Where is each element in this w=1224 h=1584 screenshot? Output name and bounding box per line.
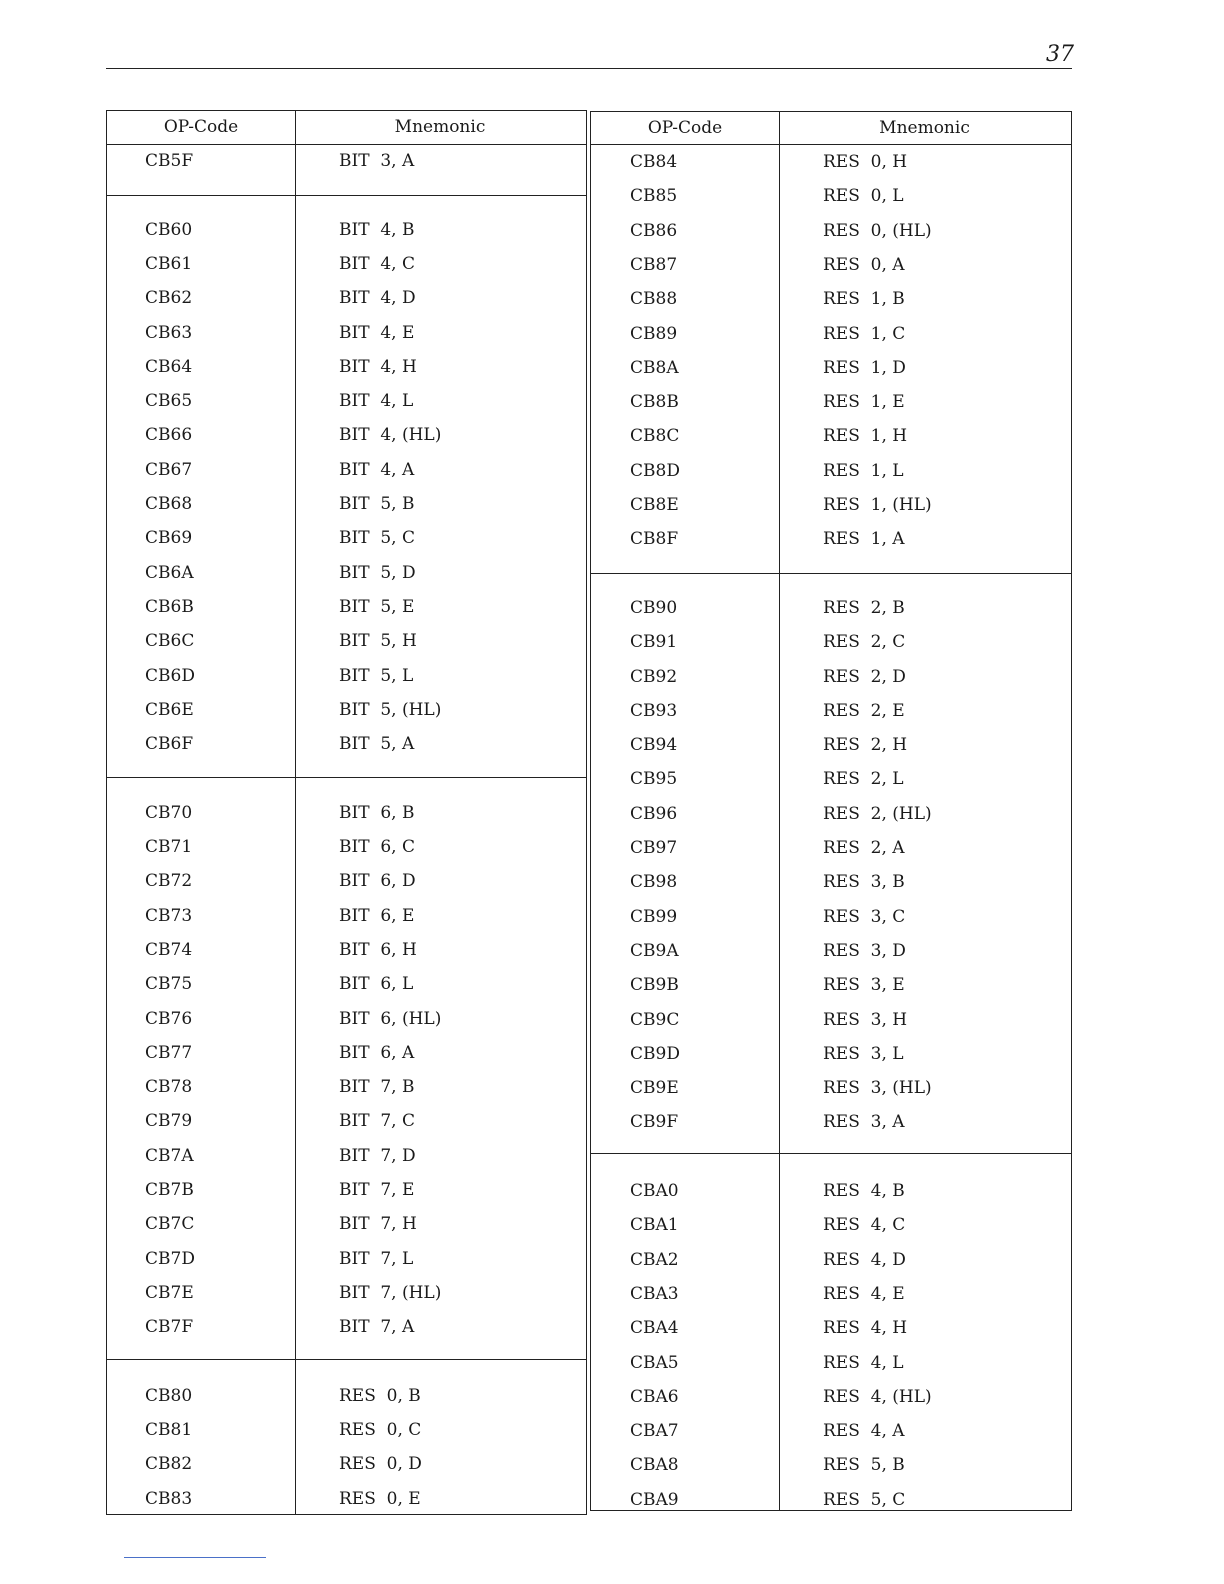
opcode-cell: CB82 [145,1454,193,1475]
opcode-cell: CB99 [630,906,678,927]
opcode-cell: CB93 [630,700,678,721]
opcode-cell: CB87 [630,254,678,275]
opcode-cell: CB83 [145,1488,193,1509]
opcode-cell: CB72 [145,871,193,892]
opcode-cell: CB9F [630,1112,679,1133]
mnemonic-cell: BIT 7, (HL) [339,1282,442,1303]
opcode-cell: CB81 [145,1420,193,1441]
group-separator [591,1153,1071,1154]
opcode-table-left [106,110,587,1515]
mnemonic-cell: RES 3, E [823,975,905,996]
mnemonic-cell: RES 3, L [823,1043,904,1064]
footnote-rule [124,1557,266,1558]
mnemonic-cell: BIT 5, (HL) [339,699,442,720]
mnemonic-column-header: Mnemonic [394,117,486,137]
group-separator [107,777,586,778]
opcode-cell: CB62 [145,288,193,309]
mnemonic-cell: RES 1, A [823,529,905,550]
mnemonic-cell: RES 1, (HL) [823,495,932,515]
opcode-cell: CBA5 [630,1352,679,1373]
opcode-cell: CB8A [630,357,679,378]
mnemonic-cell: BIT 4, A [339,459,415,480]
opcode-cell: CB7F [145,1317,194,1338]
mnemonic-cell: BIT 4, (HL) [339,425,442,446]
opcode-cell: CB71 [145,837,193,857]
mnemonic-cell: BIT 6, L [339,974,414,995]
mnemonic-cell: RES 4, E [823,1283,905,1304]
mnemonic-cell: BIT 5, H [339,631,417,652]
mnemonic-cell: RES 2, H [823,735,908,756]
mnemonic-cell: BIT 5, L [339,665,414,686]
mnemonic-cell: RES 4, H [823,1318,908,1339]
opcode-cell: CB6E [145,699,194,720]
opcode-cell: CBA4 [630,1318,679,1339]
column-separator [295,111,296,1514]
opcode-cell: CB8F [630,529,679,550]
mnemonic-cell: RES 1, H [823,426,908,447]
mnemonic-cell: BIT 5, C [339,528,415,549]
mnemonic-cell: RES 1, C [823,323,906,344]
mnemonic-cell: RES 0, (HL) [823,220,932,241]
mnemonic-column-header: Mnemonic [879,118,970,138]
opcode-cell: CB79 [145,1111,193,1132]
opcode-cell: CB9B [630,975,679,996]
opcode-cell: CB90 [630,597,678,618]
opcode-cell: CB78 [145,1077,193,1098]
mnemonic-cell: BIT 7, A [339,1317,415,1338]
mnemonic-cell: RES 4, D [823,1249,906,1270]
opcode-cell: CB65 [145,391,193,412]
mnemonic-cell: RES 5, B [823,1455,905,1476]
mnemonic-cell: RES 3, B [823,872,905,893]
mnemonic-cell: BIT 5, A [339,734,415,755]
opcode-cell: CB9E [630,1078,679,1099]
opcode-cell: CBA1 [630,1215,679,1236]
opcode-cell: CB89 [630,323,678,344]
header-rule [107,144,586,145]
group-separator [107,195,586,196]
opcode-cell: CB8E [630,495,679,515]
mnemonic-cell: BIT 7, H [339,1214,417,1235]
mnemonic-cell: BIT 6, B [339,802,415,823]
mnemonic-cell: BIT 5, E [339,596,415,617]
opcode-cell: CB77 [145,1042,193,1063]
mnemonic-cell: RES 3, C [823,906,906,927]
opcode-cell: CB75 [145,974,193,995]
opcode-cell: CB85 [630,186,678,207]
mnemonic-cell: RES 2, A [823,838,905,858]
opcode-cell: CB64 [145,356,193,377]
opcode-cell: CB8C [630,426,680,447]
opcode-cell: CB61 [145,253,193,274]
opcode-cell: CB8B [630,392,679,413]
opcode-cell: CB7C [145,1214,195,1235]
opcode-cell: CBA0 [630,1181,679,1201]
opcode-cell: CBA7 [630,1421,679,1442]
mnemonic-cell: RES 4, L [823,1352,904,1373]
mnemonic-cell: BIT 6, D [339,871,416,892]
mnemonic-cell: RES 4, (HL) [823,1386,932,1407]
mnemonic-cell: RES 0, L [823,186,904,207]
mnemonic-cell: RES 0, C [339,1420,422,1441]
opcode-cell: CB91 [630,632,678,653]
mnemonic-cell: RES 2, E [823,700,905,721]
opcode-cell: CB60 [145,219,193,240]
opcode-cell: CB73 [145,905,193,926]
opcode-cell: CB88 [630,289,678,310]
header-rule [591,144,1071,145]
mnemonic-cell: BIT 7, C [339,1111,415,1132]
opcode-cell: CB6A [145,562,194,583]
mnemonic-cell: RES 1, L [823,460,904,481]
opcode-cell: CBA3 [630,1283,679,1304]
mnemonic-cell: BIT 6, H [339,939,417,960]
mnemonic-cell: RES 2, L [823,769,904,790]
opcode-cell: CB6B [145,596,194,617]
mnemonic-cell: BIT 6, E [339,905,415,926]
opcode-cell: CB84 [630,152,678,172]
mnemonic-cell: RES 4, A [823,1421,905,1442]
mnemonic-cell: BIT 4, L [339,391,414,412]
opcode-cell: CB67 [145,459,193,480]
opcode-cell: CBA9 [630,1489,679,1510]
header-rule [106,68,1072,69]
mnemonic-cell: BIT 4, C [339,253,415,274]
opcode-cell: CB9C [630,1009,680,1030]
mnemonic-cell: RES 4, B [823,1181,905,1201]
opcode-cell: CB92 [630,666,678,687]
opcode-cell: CB68 [145,494,193,514]
opcode-cell: CB95 [630,769,678,790]
opcode-cell: CB7B [145,1180,194,1200]
column-separator [779,112,780,1510]
opcode-cell: CB70 [145,802,193,823]
mnemonic-cell: RES 0, E [339,1488,421,1509]
opcode-cell: CB9A [630,940,679,961]
mnemonic-cell: RES 1, B [823,289,905,310]
mnemonic-cell: RES 1, D [823,357,906,378]
opcode-cell: CB63 [145,322,193,343]
mnemonic-cell: BIT 6, (HL) [339,1008,442,1029]
opcode-cell: CBA8 [630,1455,679,1476]
mnemonic-cell: RES 1, E [823,392,905,413]
mnemonic-cell: RES 2, B [823,597,905,618]
mnemonic-cell: RES 0, B [339,1385,421,1406]
mnemonic-cell: BIT 4, B [339,219,415,240]
mnemonic-cell: BIT 4, H [339,356,417,377]
mnemonic-cell: BIT 4, E [339,322,415,343]
mnemonic-cell: RES 0, D [339,1454,422,1475]
mnemonic-cell: BIT 5, B [339,494,415,514]
opcode-cell: CB6D [145,665,195,686]
opcode-cell: CB8D [630,460,680,481]
mnemonic-cell: RES 2, (HL) [823,803,932,824]
page-number: 37 [1046,42,1074,67]
opcode-cell: CB7A [145,1145,194,1166]
mnemonic-cell: RES 2, D [823,666,906,687]
opcode-cell: CB97 [630,838,678,858]
mnemonic-cell: RES 0, A [823,254,905,275]
mnemonic-cell: BIT 7, E [339,1180,415,1200]
mnemonic-cell: BIT 4, D [339,288,416,309]
opcode-column-header: OP-Code [647,118,723,138]
mnemonic-cell: RES 4, C [823,1215,906,1236]
mnemonic-cell: RES 5, C [823,1489,906,1510]
opcode-cell: CB69 [145,528,193,549]
opcode-cell: CB80 [145,1385,193,1406]
opcode-cell: CB76 [145,1008,193,1029]
opcode-cell: CB9D [630,1043,680,1064]
opcode-cell: CB6F [145,734,194,755]
mnemonic-cell: RES 0, H [823,152,908,172]
mnemonic-cell: RES 2, C [823,632,906,653]
opcode-cell: CB66 [145,425,193,446]
opcode-cell: CBA6 [630,1386,679,1407]
group-separator [107,1359,586,1360]
mnemonic-cell: BIT 7, L [339,1248,414,1269]
opcode-cell: CB6C [145,631,195,652]
opcode-cell: CB7D [145,1248,195,1269]
opcode-cell: CBA2 [630,1249,679,1270]
mnemonic-cell: BIT 6, C [339,837,415,857]
opcode-cell: CB86 [630,220,678,241]
opcode-cell: CB74 [145,939,193,960]
mnemonic-cell: BIT 7, B [339,1077,415,1098]
opcode-column-header: OP-Code [163,117,239,137]
mnemonic-cell: BIT 3, A [339,151,415,171]
mnemonic-cell: RES 3, A [823,1112,905,1133]
opcode-cell: CB5F [145,151,194,171]
mnemonic-cell: BIT 7, D [339,1145,416,1166]
opcode-cell: CB96 [630,803,678,824]
opcode-cell: CB98 [630,872,678,893]
group-separator [591,573,1071,574]
mnemonic-cell: BIT 6, A [339,1042,415,1063]
mnemonic-cell: BIT 5, D [339,562,416,583]
mnemonic-cell: RES 3, H [823,1009,908,1030]
mnemonic-cell: RES 3, D [823,940,906,961]
opcode-cell: CB94 [630,735,678,756]
mnemonic-cell: RES 3, (HL) [823,1078,932,1099]
opcode-cell: CB7E [145,1282,194,1303]
opcode-table-right [590,111,1072,1511]
